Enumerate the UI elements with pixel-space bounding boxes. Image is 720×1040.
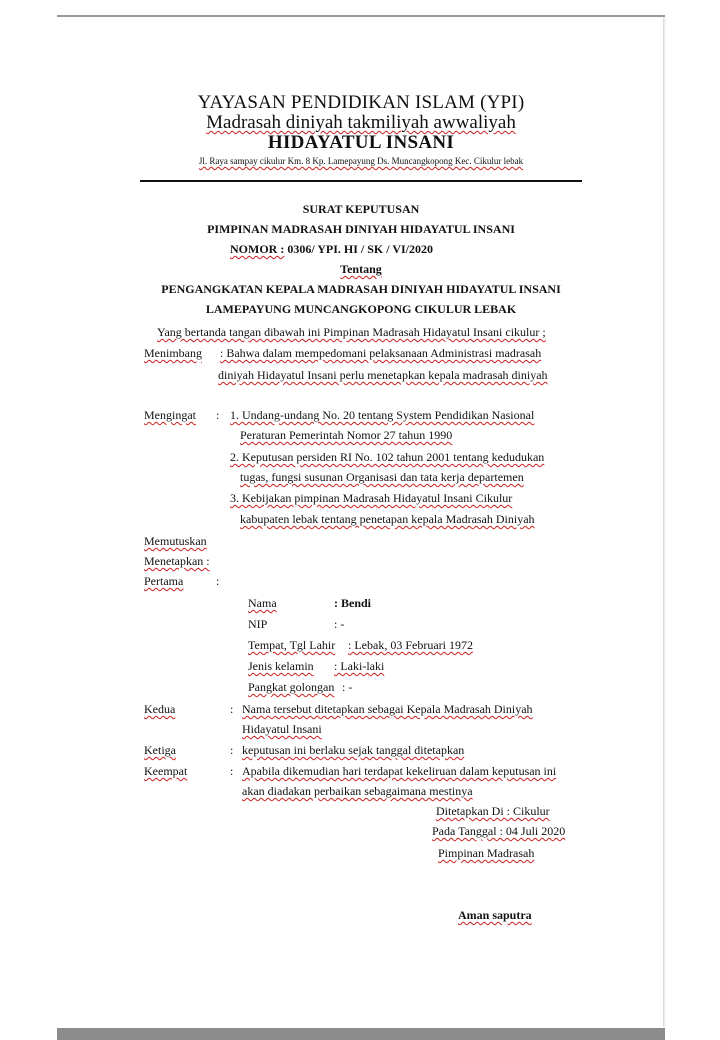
pertama-label: Pertama [144, 574, 184, 588]
nama-label: Nama [248, 596, 277, 610]
top-page-edge [57, 15, 665, 17]
menimbang-line1: : Bahwa dalam mempedomani pelaksanaan Administrasi madrasah [220, 346, 542, 360]
intro-text: Yang bertanda tangan dibawah ini Pimpinan Madrasah Hidayatul Insani cikulur ; [157, 325, 546, 339]
ttl-value: : Lebak, 03 Februari 1972 [348, 638, 473, 652]
ketiga-line1: keputusan ini berlaku sejak tanggal ditetapkan [242, 743, 465, 757]
signature-position: Pimpinan Madrasah [438, 846, 535, 860]
school-address: Jl. Raya sampay cikulur Km. 8 Kp. Lamepayung Ds. Muncangkopong Kec. Cikulur lebak [198, 156, 524, 166]
kedua-line1: Nama tersebut ditetapkan sebagai Kepala Madrasah Diniyah [242, 702, 533, 716]
decree-number [230, 242, 433, 257]
menimbang-label: Menimbang [144, 346, 202, 360]
mengingat-colon: : [216, 408, 220, 422]
menimbang-line2: diniyah Hidayatul Insani perlu menetapkan kepala madrasah diniyah [218, 368, 548, 382]
mengingat-item-1a: 1. Undang-undang No. 20 tentang System Pendidikan Nasional [230, 408, 535, 422]
mengingat-item-2b: tugas, fungsi susunan Organisasi dan tata kerja departemen [240, 470, 524, 484]
page-shadow [663, 17, 666, 1027]
school-name: HIDAYATUL INSANI [267, 132, 455, 153]
pertama-colon: : [216, 574, 220, 588]
decree-issuer: PIMPINAN MADRASAH DINIYAH HIDAYATUL INSANI [207, 222, 515, 236]
nip-value: : - [334, 617, 345, 631]
nip-label: NIP [248, 617, 268, 631]
mengingat-item-3a: 3. Kebijakan pimpinan Madrasah Hidayatul Insani Cikulur [230, 491, 513, 505]
jk-value: : Laki-laki [334, 659, 385, 673]
number-label: NOMOR : [230, 242, 285, 256]
kedua-label: Kedua [144, 702, 176, 716]
madrasah-type: Madrasah diniyah takmiliyah awwaliyah [206, 112, 516, 133]
mengingat-label: Mengingat [144, 408, 196, 422]
decree-subject-line1: PENGANGKATAN KEPALA MADRASAH DINIYAH HIDAYATUL INSANI [161, 282, 561, 296]
decree-subject-line2: LAMEPAYUNG MUNCANGKOPONG CIKULUR LEBAK [205, 302, 517, 316]
signatory-name: Aman saputra [458, 908, 532, 922]
document-page [60, 18, 662, 1026]
bottom-page-edge [57, 1028, 665, 1040]
ketiga-label: Ketiga [144, 743, 176, 757]
signature-date: Pada Tanggal : 04 Juli 2020 [432, 824, 566, 838]
decree-about: Tentang [340, 262, 382, 276]
nama-value: : Bendi [334, 596, 372, 610]
decree-title: SURAT KEPUTUSAN [302, 202, 420, 216]
pangkat-label: Pangkat golongan [248, 680, 335, 694]
ketiga-colon: : [230, 743, 234, 757]
jk-label: Jenis kelamin [248, 659, 314, 673]
number-value: 0306/ YPI. HI / SK / VI/2020 [287, 242, 434, 256]
kedua-line2: Hidayatul Insani [242, 722, 322, 736]
memutuskan-label: Memutuskan [144, 534, 207, 548]
menetapkan-label: Menetapkan : [144, 554, 210, 568]
keempat-colon: : [230, 764, 234, 778]
keempat-line2: akan diadakan perbaikan sebagaimana mestinya [242, 784, 473, 798]
mengingat-item-1b: Peraturan Pemerintah Nomor 27 tahun 1990 [240, 428, 453, 442]
ttl-label: Tempat, Tgl Lahir [248, 638, 336, 652]
foundation-name: YAYASAN PENDIDIKAN ISLAM (YPI) [197, 92, 525, 113]
letterhead-divider [140, 180, 582, 182]
kedua-colon: : [230, 702, 234, 716]
mengingat-item-3b: kabupaten lebak tentang penetapan kepala Madrasah Diniyah [240, 512, 535, 526]
signature-place: Ditetapkan Di : Cikulur [436, 804, 550, 818]
pangkat-value: : - [342, 680, 353, 694]
mengingat-item-2a: 2. Keputusan persiden RI No. 102 tahun 2001 tentang kedudukan [230, 450, 545, 464]
keempat-label: Keempat [144, 764, 188, 778]
keempat-line1: Apabila dikemudian hari terdapat kekeliruan dalam keputusan ini [242, 764, 557, 778]
